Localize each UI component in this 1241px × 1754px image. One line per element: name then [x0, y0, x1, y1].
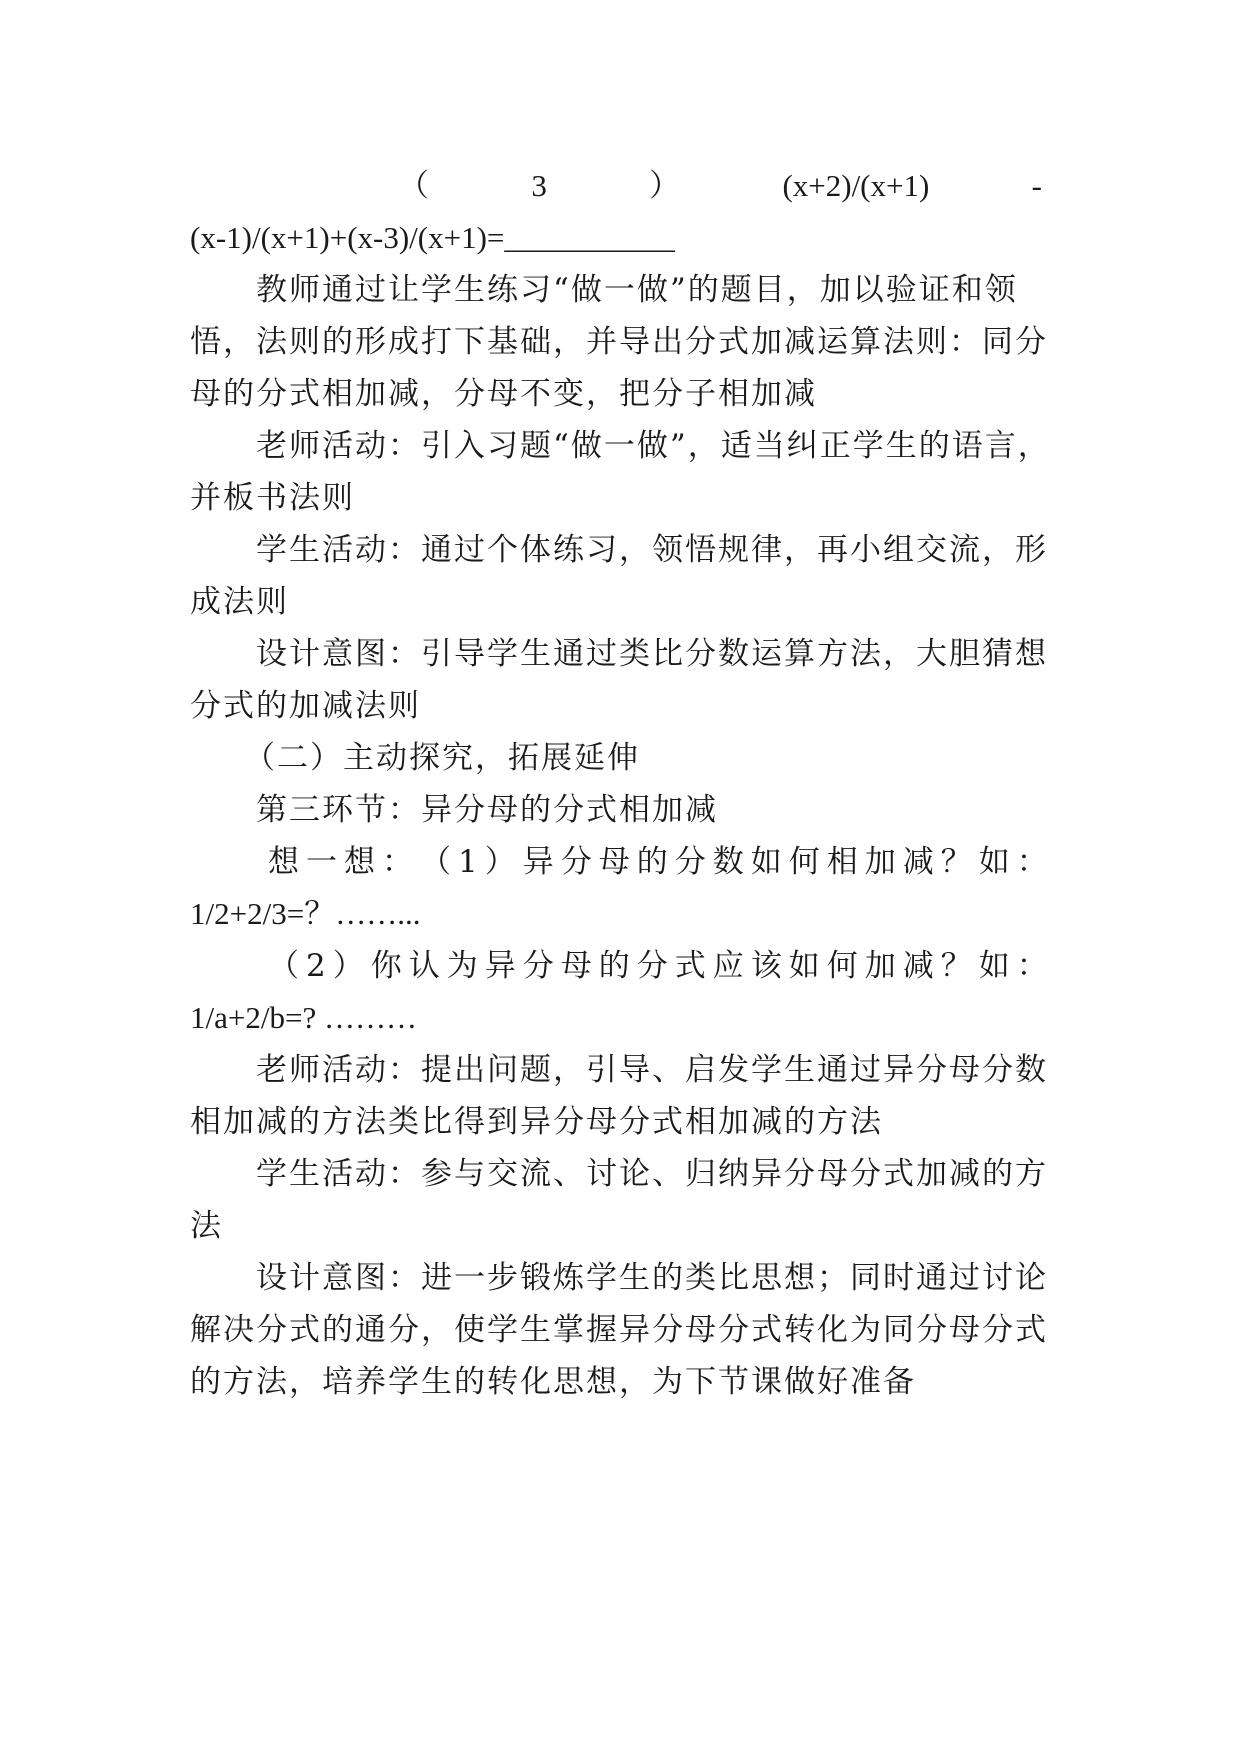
question-line: 想 一 想 ： （ 1 ） 异 分 母 的 分 数 如 何 相 加 减 ？ 如 ： — [268, 844, 1050, 880]
paragraph-line: 母的分式相加减，分母不变，把分子相加减 — [190, 376, 817, 412]
paragraph-line: 的方法，培养学生的转化思想，为下节课做好准备 — [190, 1364, 916, 1400]
paragraph-line: 教师通过让学生练习“做一做”的题目，加以验证和领 — [256, 272, 1018, 308]
paragraph-line: 成法则 — [190, 584, 289, 620]
paragraph-line: 相加减的方法类比得到异分母分式相加减的方法 — [190, 1104, 883, 1140]
paragraph-line: 解决分式的通分，使学生掌握异分母分式转化为同分母分式 — [190, 1312, 1048, 1348]
paragraph-line: 学生活动：参与交流、讨论、归纳异分母分式加减的方 — [256, 1156, 1048, 1192]
paragraph-line: 学生活动：通过个体练习，领悟规律，再小组交流，形 — [256, 532, 1048, 568]
equation-term: (x+2)/(x+1) — [782, 168, 930, 203]
paragraph-line: 并板书法则 — [190, 480, 355, 516]
minus-sign: - — [1031, 168, 1042, 203]
section-heading: （二）主动探究，拓展延伸 — [244, 740, 640, 776]
paren-open: （ — [398, 168, 429, 203]
question-example: 1/2+2/3=？……... — [190, 896, 421, 931]
paragraph-line: 法 — [190, 1208, 223, 1244]
paragraph-line: 老师活动：提出问题，引导、启发学生通过异分母分数 — [256, 1052, 1048, 1088]
item-number: 3 — [531, 168, 547, 203]
question-example: 1/a+2/b=? ……… — [190, 1000, 417, 1035]
paren-close: ） — [649, 168, 681, 203]
paragraph-line: 设计意图：进一步锻炼学生的类比思想；同时通过讨论 — [256, 1260, 1048, 1296]
paragraph-line: 分式的加减法则 — [190, 688, 421, 724]
section-subheading: 第三环节：异分母的分式相加减 — [256, 792, 718, 828]
paragraph-line: 设计意图：引导学生通过类比分数运算方法，大胆猜想 — [256, 636, 1048, 672]
equation-line-part2: (x-1)/(x+1)+(x-3)/(x+1)=___________ — [190, 220, 675, 255]
paragraph-line: 悟，法则的形成打下基础，并导出分式加减运算法则：同分 — [190, 324, 1048, 360]
paragraph-line: 老师活动：引入习题“做一做”，适当纠正学生的语言， — [256, 428, 1051, 464]
equation-line-part1 — [398, 166, 1042, 206]
question-line: （ 2 ） 你 认 为 异 分 母 的 分 式 应 该 如 何 加 减 ？ 如 ： — [268, 948, 1050, 984]
